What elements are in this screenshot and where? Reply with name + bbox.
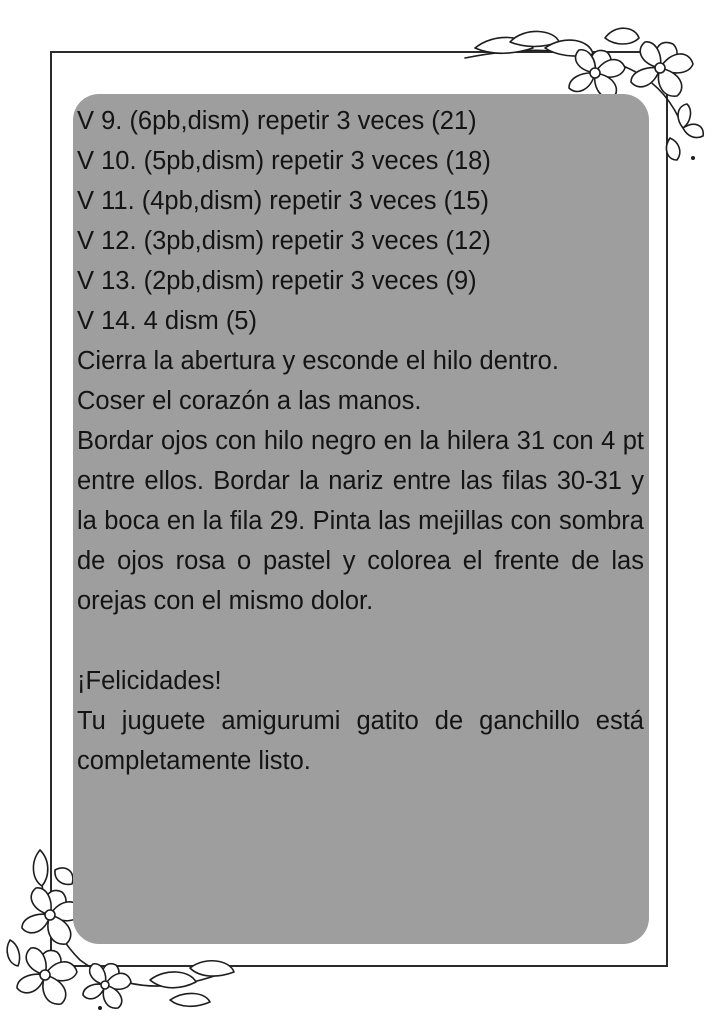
- closing-instruction: Coser el corazón a las manos.: [77, 387, 422, 415]
- instructions-text: [77, 101, 644, 781]
- row-instruction: V 12. (3pb,dism) repetir 3 veces (12): [77, 227, 491, 255]
- row-instruction: V 9. (6pb,dism) repetir 3 veces (21): [77, 107, 477, 135]
- congrats-heading: ¡Felicidades!: [77, 667, 222, 695]
- row-instruction: V 11. (4pb,dism) repetir 3 veces (15): [77, 187, 489, 215]
- final-paragraph: Tu juguete amigurumi gatito de ganchillo está completamente listo.: [77, 707, 644, 775]
- row-instruction: V 13. (2pb,dism) repetir 3 veces (9): [77, 267, 477, 295]
- embroidery-paragraph: Bordar ojos con hilo negro en la hilera 31 con 4 pt entre ellos. Bordar la nariz entre las filas 30-31 y la boca en la fila 29. Pinta las mejillas con sombra de ojos rosa o pastel y colorea el frente de las orejas con el mismo dolor.: [77, 427, 644, 615]
- closing-instruction: Cierra la abertura y esconde el hilo dentro.: [77, 347, 559, 375]
- paragraph-gap: [77, 621, 644, 661]
- row-instruction: V 14. 4 dism (5): [77, 307, 257, 335]
- row-instruction: V 10. (5pb,dism) repetir 3 veces (18): [77, 147, 491, 175]
